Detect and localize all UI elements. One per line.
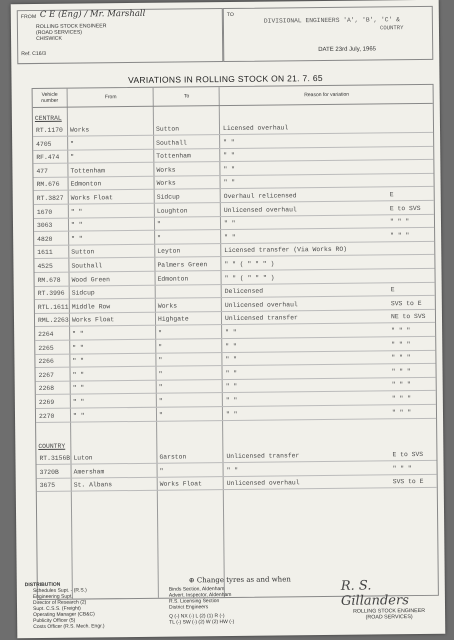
cell-note: " " " xyxy=(391,395,412,403)
variations-table xyxy=(32,84,439,600)
cell-from: Works Float xyxy=(70,194,113,202)
cell-to: Works xyxy=(157,302,178,310)
cell-reason: " " ( " " " ) xyxy=(224,260,275,269)
cell-note: " " " xyxy=(392,464,412,472)
signoff-line: (ROAD SERVICES) xyxy=(365,614,413,621)
cell-from: Works Float xyxy=(71,316,115,325)
cell-vehicle: RT.3996 xyxy=(37,289,65,298)
cell-note: E to SVS xyxy=(389,204,421,212)
cell-from: " " xyxy=(70,208,83,216)
issuer-line: ROLLING STOCK ENGINEER xyxy=(35,23,107,30)
cell-to: " xyxy=(158,329,163,337)
footnote xyxy=(189,575,291,584)
cell-to: Tottenham xyxy=(156,152,191,160)
cell-to: " xyxy=(158,397,163,405)
cell-reason: " " xyxy=(225,328,237,337)
header-divider xyxy=(33,103,433,108)
distribution-list xyxy=(25,581,105,630)
district-codes-line1: Q (-) NX (-) L (2) (1) R (-) xyxy=(169,613,225,620)
distribution-col2 xyxy=(169,586,234,626)
cell-vehicle: 1670 xyxy=(36,208,53,216)
cell-vehicle: 2264 xyxy=(38,330,54,338)
to-label: TO xyxy=(226,11,235,18)
cell-from: Middle Row xyxy=(71,303,111,311)
cell-to: " xyxy=(158,411,163,419)
cell-reason: Delicensed xyxy=(224,287,264,296)
cell-reason: " " xyxy=(223,152,235,160)
issuer-line: CHISWICK xyxy=(36,35,63,42)
cell-reason: Unlicensed overhaul xyxy=(223,205,297,214)
cell-from: Luton xyxy=(73,454,93,462)
cell-vehicle: 4525 xyxy=(37,262,53,270)
cell-from: Works xyxy=(69,126,90,134)
cell-from: Sutton xyxy=(71,248,95,257)
cell-from: " " xyxy=(72,344,84,352)
cell-note: " " " xyxy=(391,367,411,376)
cell-vehicle: 3675 xyxy=(39,482,56,490)
cell-vehicle: RT.3827 xyxy=(36,194,64,202)
section-central: CENTRAL xyxy=(34,114,62,123)
cell-reason: " " xyxy=(225,410,238,418)
cell-from: Edmonton xyxy=(70,180,102,189)
cell-vehicle: 4705 xyxy=(36,140,52,148)
cell-from: Amersham xyxy=(73,467,105,476)
cell-vehicle: 3063 xyxy=(36,222,53,230)
footnote-symbol: ⊕ xyxy=(188,576,197,585)
col-header-to: To xyxy=(183,93,190,100)
cell-to: Sidcup xyxy=(156,193,180,201)
cell-reason: " " xyxy=(225,369,238,377)
cell-reason: Overhaul relicensed xyxy=(223,192,297,201)
issuer-block xyxy=(36,23,107,42)
cell-note: NE to SVS xyxy=(390,313,426,321)
cell-reason: " " xyxy=(225,356,237,364)
cell-reason: " " xyxy=(226,466,239,474)
cell-from: Sidcup xyxy=(71,289,95,297)
cell-reason: " " xyxy=(224,233,236,241)
distribution-entry: Operating Manager (CB&C) xyxy=(33,611,95,619)
cell-from: " " xyxy=(72,398,85,406)
cell-to: " xyxy=(157,234,162,242)
cell-reason: " " xyxy=(225,396,238,405)
cell-vehicle: 477 xyxy=(36,167,48,175)
cell-to: " xyxy=(159,467,164,475)
cell-to: " xyxy=(158,356,163,364)
cell-note: E to SVS xyxy=(392,450,424,459)
cell-from: " " xyxy=(71,235,83,243)
cell-note: " " " xyxy=(391,381,411,389)
cell-note: SVS to E xyxy=(392,478,424,486)
distribution-col1 xyxy=(25,587,105,630)
cell-vehicle: 1611 xyxy=(37,249,53,257)
distribution-entry: Advert. Inspector, Aldenham xyxy=(168,591,232,599)
cell-reason: " " xyxy=(223,179,236,187)
cell-from: " " xyxy=(72,330,84,338)
col-header-vehicle: Vehicle number xyxy=(41,91,59,104)
cell-from: Wood Green xyxy=(71,275,110,284)
cell-reason: " " xyxy=(225,342,237,350)
cell-note: " " " xyxy=(389,218,410,226)
cell-note: " " " xyxy=(391,354,411,362)
cell-to: Sutton xyxy=(155,125,180,133)
cell-to: Southall xyxy=(156,139,187,147)
cell-note: SVS to E xyxy=(390,299,422,308)
cell-reason: Licensed overhaul xyxy=(222,124,289,133)
header-from-box xyxy=(17,8,224,64)
cell-from: " " xyxy=(70,221,83,229)
cell-vehicle: 2265 xyxy=(38,344,54,352)
cell-reason: " " xyxy=(223,220,236,228)
cell-to: Works Float xyxy=(159,480,202,488)
cell-vehicle: 3720B xyxy=(39,468,59,476)
distribution-entry: R.S. Licensing Section xyxy=(168,598,220,605)
cell-to: Edmonton xyxy=(157,275,189,283)
to-recipients: DIVISIONAL ENGINEERS 'A', 'B', 'C' & xyxy=(263,16,400,25)
cell-reason: Unlicensed transfer xyxy=(226,452,300,461)
distribution-entry: Director of Research (2) xyxy=(32,599,87,607)
cell-from: " " xyxy=(72,412,85,420)
cell-to: Palmers Green xyxy=(157,261,208,269)
distribution-heading: DISTRIBUTION xyxy=(24,581,61,589)
cell-from: Tottenham xyxy=(70,167,105,175)
cell-vehicle: 4820 xyxy=(37,235,53,243)
cell-note: " " " xyxy=(391,327,411,335)
cell-reason: Unlicensed transfer xyxy=(224,314,298,323)
cell-reason: Unlicensed overhaul xyxy=(224,301,298,309)
distribution-entry: Costs Officer (R.S. Mech. Engr.) xyxy=(33,623,105,631)
cell-reason: Unlicensed overhaul xyxy=(226,479,300,488)
issuer-line: (ROAD SERVICES) xyxy=(35,29,83,36)
cell-reason: " " xyxy=(223,165,235,173)
distribution-entry: Schedules Supt. - (R.S.) xyxy=(32,587,87,595)
section-country: COUNTRY xyxy=(38,442,66,450)
page-title: VARIATIONS IN ROLLING STOCK ON 21. 7. 65 xyxy=(128,72,323,86)
cell-vehicle: RML.2263 xyxy=(37,317,69,325)
cell-to: Leyton xyxy=(157,247,181,256)
cell-reason: " " ( " " " ) xyxy=(224,274,275,282)
distribution-entry: Supt. C.S.S. (Freight) xyxy=(32,605,81,613)
cell-note: " " " xyxy=(390,231,410,240)
cell-to: " xyxy=(158,370,163,378)
distribution-entry: Binds Section, Aldenham xyxy=(168,586,225,593)
footnote-text: Change tyres as and when xyxy=(196,575,291,585)
cell-to: " xyxy=(158,343,163,351)
distribution-entry: Engineering Supt. xyxy=(32,593,73,601)
distribution-entry: District Engineers xyxy=(168,604,209,611)
cell-vehicle: 2270 xyxy=(38,412,55,420)
cell-vehicle: 2268 xyxy=(38,385,55,393)
cell-vehicle: 2269 xyxy=(38,398,55,406)
cell-vehicle: RT.1170 xyxy=(35,126,63,134)
col-header-reason: Reason for variation xyxy=(304,91,350,99)
cell-to: Works xyxy=(156,179,176,188)
cell-to: Garston xyxy=(159,453,187,461)
cell-to: Works xyxy=(156,166,176,174)
cell-vehicle: RM.676 xyxy=(36,181,60,189)
cell-from: " " xyxy=(72,384,85,393)
cell-note: E xyxy=(390,286,395,294)
district-codes-line2: TL (-) SW (-) (2) W (2) HW (-) xyxy=(169,618,235,626)
cell-vehicle: RM.678 xyxy=(37,276,61,284)
cell-reason: Licensed transfer (Via Works RO) xyxy=(224,246,348,255)
cell-note: E xyxy=(389,191,394,199)
signoff-block xyxy=(341,608,437,621)
cell-vehicle: 2267 xyxy=(38,371,54,379)
memo-date: DATE 23rd July, 1965 xyxy=(318,46,377,54)
cell-vehicle: RT.3156B xyxy=(39,454,71,462)
cell-from: " " xyxy=(72,357,84,365)
cell-to: Loughton xyxy=(156,207,188,215)
distribution-entry: Publicity Officer (5) xyxy=(33,617,76,625)
cell-reason: " " xyxy=(223,138,235,146)
cell-to: " xyxy=(158,384,163,392)
handwritten-from: C E (Eng) / Mr. Marshall xyxy=(39,8,146,20)
cell-note: " " " xyxy=(391,408,412,416)
cell-from: " " xyxy=(72,371,85,379)
footer xyxy=(23,574,440,638)
cell-from: " xyxy=(70,140,75,148)
col-header-from: From xyxy=(104,94,117,101)
cell-from: Southall xyxy=(71,262,103,270)
cell-note: " " " xyxy=(391,340,411,348)
signoff-line: ROLLING STOCK ENGINEER xyxy=(353,607,426,615)
memo-sheet xyxy=(11,0,446,638)
cell-vehicle: 2266 xyxy=(38,358,54,366)
cell-vehicle: RF.474 xyxy=(36,153,60,162)
from-label: FROM xyxy=(20,13,37,21)
cell-from: St. Albans xyxy=(73,481,113,489)
ref-number: Ref. C16/3 xyxy=(21,50,47,58)
cell-from: " xyxy=(70,153,75,161)
header-to-box xyxy=(223,6,434,62)
signature: R. S. Gillanders xyxy=(340,578,409,609)
cell-to: Highgate xyxy=(157,315,189,324)
to-country: COUNTRY xyxy=(379,24,404,32)
cell-vehicle: RTL.1611 xyxy=(37,303,69,311)
cell-to: " xyxy=(156,220,161,228)
cell-reason: " " xyxy=(225,383,238,391)
